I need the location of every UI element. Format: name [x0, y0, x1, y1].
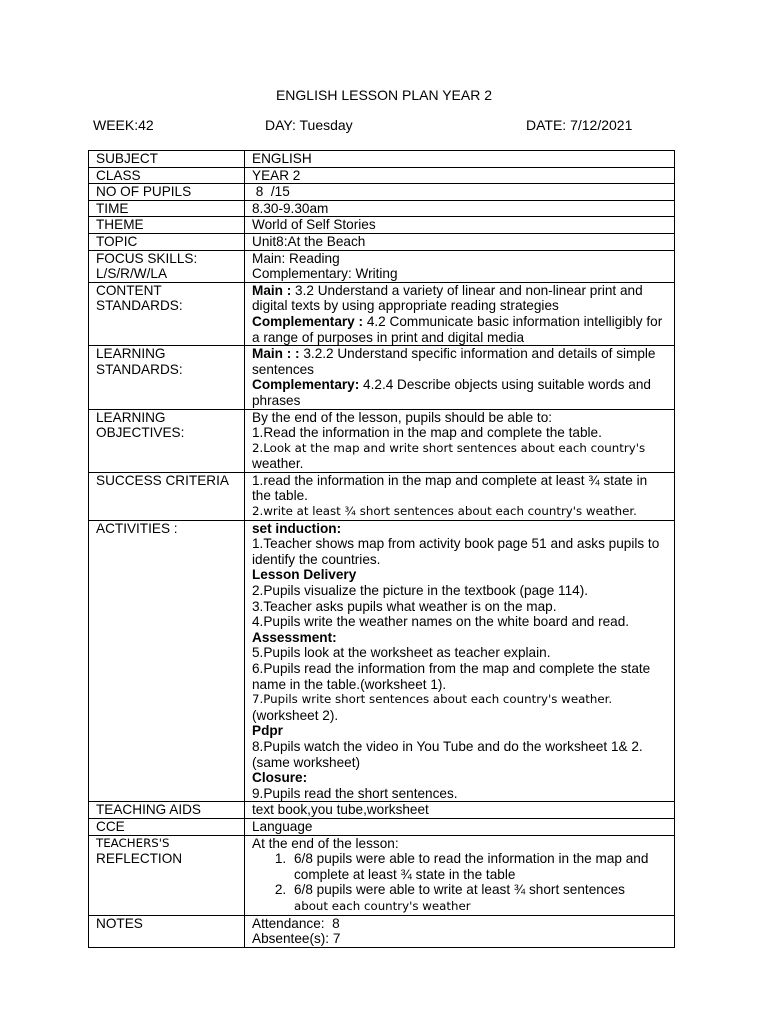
content-comp-text: 4.2 Communicate basic information intelligibly for a range of purposes in print and digital media — [252, 313, 663, 345]
learning-standards-value — [245, 346, 675, 409]
activities-heading-delivery: Lesson Delivery — [252, 567, 357, 583]
activities-label: ACTIVITIES : — [89, 520, 245, 802]
objectives-intro: By the end of the lesson, pupils should be able to: — [252, 409, 553, 425]
reflection-label — [89, 835, 245, 915]
content-standards-label — [89, 282, 245, 345]
focus-main: Main: Reading — [252, 250, 340, 266]
table-row — [89, 233, 675, 250]
content-main-text: 3.2 Understand a variety of linear and non-linear print and digital texts by using appropriate reading strategies — [252, 282, 643, 314]
activity-3: 3.Teacher asks pupils what weather is on the map. — [252, 598, 557, 614]
learning-comp-text: 4.2.4 Describe objects using suitable words and phrases — [252, 377, 651, 408]
focus-complementary: Complementary: Writing — [252, 266, 398, 282]
table-row — [89, 835, 675, 915]
subject-value: ENGLISH — [245, 151, 675, 168]
date-label: DATE: 7/12/2021 — [526, 117, 633, 133]
activity-5: 5.Pupils look at the worksheet as teacher explain. — [252, 645, 551, 661]
pupils-label: NO OF PUPILS — [89, 184, 245, 201]
reflection-list — [252, 851, 669, 914]
time-label: TIME — [89, 200, 245, 217]
learning-standards-label — [89, 346, 245, 409]
table-row — [89, 200, 675, 217]
reflection-item-2-text: 6/8 pupils were able to write at least ¾ short sentences — [294, 882, 625, 898]
table-row — [89, 217, 675, 234]
absentee: Absentee(s): 7 — [252, 931, 341, 947]
reflection-item-2 — [290, 882, 669, 914]
objective-1: 1.Read the information in the map and complete the table. — [252, 425, 602, 441]
table-row — [89, 151, 675, 168]
content-standards-value — [245, 282, 675, 345]
activities-heading-pdpr: Pdpr — [252, 723, 283, 739]
table-row — [89, 184, 675, 201]
subject-label: SUBJECT — [89, 151, 245, 168]
table-row — [89, 409, 675, 472]
activity-7: 7.Pupils write short sentences about each country's weather. — [252, 692, 613, 707]
content-comp-key: Complementary : — [252, 313, 364, 329]
learning-label-line2: STANDARDS: — [96, 361, 183, 377]
reflection-item-1-text: 6/8 pupils were able to read the information in the map and complete at least ¾ state in the table — [294, 851, 649, 882]
table-row — [89, 915, 675, 947]
success-value — [245, 472, 675, 520]
activities-heading-closure: Closure: — [252, 770, 308, 786]
learning-main-text: 3.2.2 Understand specific information and details of simple sentences — [252, 346, 656, 377]
table-row — [89, 346, 675, 409]
topic-label: TOPIC — [89, 233, 245, 250]
cce-value: Language — [245, 818, 675, 835]
reflection-label-line1: TEACHERS'S — [96, 835, 170, 850]
learning-main-key: Main : : — [252, 346, 300, 362]
content-label-line1: CONTENT — [96, 282, 162, 298]
objective-2: 2.Look at the map and write short sentences about each country's — [252, 440, 646, 455]
class-value: YEAR 2 — [245, 167, 675, 184]
table-row — [89, 818, 675, 835]
activities-heading-assessment: Assessment: — [252, 629, 337, 645]
activities-heading-induction: set induction: — [252, 520, 342, 536]
activities-value — [245, 520, 675, 802]
reflection-intro: At the end of the lesson: — [252, 835, 399, 851]
success-label: SUCCESS CRITERIA — [89, 472, 245, 520]
week-label: WEEK:42 — [93, 117, 154, 133]
activity-9: 9.Pupils read the short sentences. — [252, 785, 458, 801]
table-row — [89, 167, 675, 184]
table-row — [89, 250, 675, 282]
lesson-plan-table — [88, 150, 675, 948]
reflection-value — [245, 835, 675, 915]
objective-2-cont: weather. — [252, 456, 304, 472]
page-title: ENGLISH LESSON PLAN YEAR 2 — [275, 87, 493, 103]
focus-label-line1: FOCUS SKILLS: — [96, 250, 198, 266]
reflection-item-1 — [290, 851, 669, 882]
content-main-key: Main : — [252, 282, 292, 298]
theme-value: World of Self Stories — [245, 217, 675, 234]
theme-label: THEME — [89, 217, 245, 234]
objectives-value — [245, 409, 675, 472]
objectives-label — [89, 409, 245, 472]
focus-label-line2: L/S/R/W/LA — [96, 266, 168, 282]
reflection-label-line2: REFLECTION — [96, 851, 183, 867]
aids-label: TEACHING AIDS — [89, 802, 245, 819]
objectives-label-line2: OBJECTIVES: — [96, 425, 185, 441]
table-row — [89, 802, 675, 819]
success-2: 2.write at least ¾ short sentences about each country's weather. — [252, 504, 637, 519]
activity-2: 2.Pupils visualize the picture in the textbook (page 114). — [252, 583, 589, 599]
focus-label — [89, 250, 245, 282]
learning-comp-key: Complementary: — [252, 377, 360, 393]
class-label: CLASS — [89, 167, 245, 184]
focus-value — [245, 250, 675, 282]
activity-1: 1.Teacher shows map from activity book page 51 and asks pupils to identify the countries. — [252, 536, 660, 567]
activity-8: 8.Pupils watch the video in You Tube and do the worksheet 1& 2.(same worksheet) — [252, 738, 643, 770]
time-value: 8.30-9.30am — [245, 200, 675, 217]
activity-4: 4.Pupils write the weather names on the white board and read. — [252, 614, 630, 630]
attendance: Attendance: 8 — [252, 915, 340, 931]
activity-6: 6.Pupils read the information from the map and complete the state name in the table.(worksheet 1). — [252, 661, 651, 692]
success-1: 1.read the information in the map and complete at least ¾ state in the table. — [252, 472, 648, 504]
reflection-item-2-cont: about each country's weather — [294, 898, 471, 913]
notes-label: NOTES — [89, 915, 245, 947]
table-row — [89, 282, 675, 345]
pupils-value: 8 /15 — [245, 184, 675, 201]
day-label: DAY: Tuesday — [265, 117, 353, 133]
cce-label: CCE — [89, 818, 245, 835]
content-label-line2: STANDARDS: — [96, 298, 183, 314]
table-row — [89, 520, 675, 802]
topic-value: Unit8:At the Beach — [245, 233, 675, 250]
activity-7-cont: (worksheet 2). — [252, 707, 339, 723]
table-row — [89, 472, 675, 520]
objectives-label-line1: LEARNING — [96, 409, 166, 425]
notes-value — [245, 915, 675, 947]
learning-label-line1: LEARNING — [96, 346, 166, 362]
aids-value: text book,you tube,worksheet — [245, 802, 675, 819]
